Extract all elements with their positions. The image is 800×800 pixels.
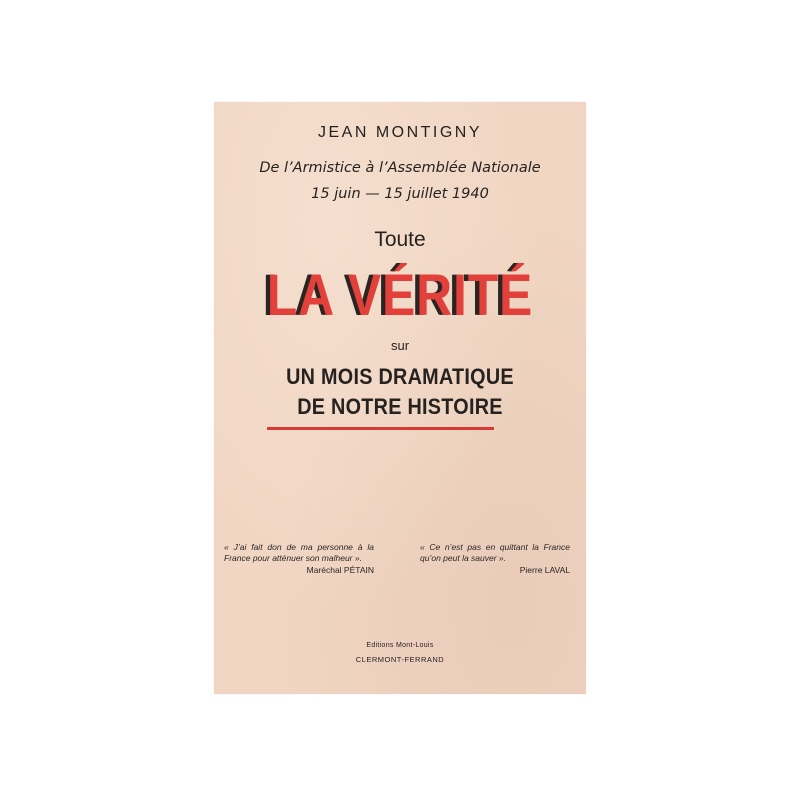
- publisher-name: Editions Mont-Louis: [366, 642, 434, 649]
- title-pre: Toute: [374, 228, 426, 251]
- quote-text: « Ce n’est pas en quittant la France qu’on peut la sauver ».: [420, 542, 570, 563]
- subtitle-line-1: De l’Armistice à l’Assemblée Nationale: [259, 160, 541, 176]
- title-line-1: UN MOIS DRAMATIQUE: [286, 364, 514, 389]
- title-connector: sur: [390, 338, 410, 353]
- author-name: JEAN MONTIGNY: [317, 124, 483, 141]
- book-cover: [214, 102, 586, 694]
- main-title: LA VÉRITÉ: [266, 263, 534, 328]
- subtitle-line-2: 15 juin — 15 juillet 1940: [311, 186, 489, 202]
- quote-author: Pierre LAVAL: [519, 565, 570, 575]
- title-line-2: DE NOTRE HISTOIRE: [297, 394, 503, 419]
- quote-author: Maréchal PÉTAIN: [306, 565, 374, 575]
- quote-petain: [224, 542, 374, 576]
- title-underline: [267, 427, 494, 430]
- quote-laval: [420, 542, 570, 576]
- quote-text: « J’ai fait don de ma personne à la France pour atténuer son malheur ».: [224, 542, 374, 563]
- publisher-city: CLERMONT-FERRAND: [355, 655, 445, 664]
